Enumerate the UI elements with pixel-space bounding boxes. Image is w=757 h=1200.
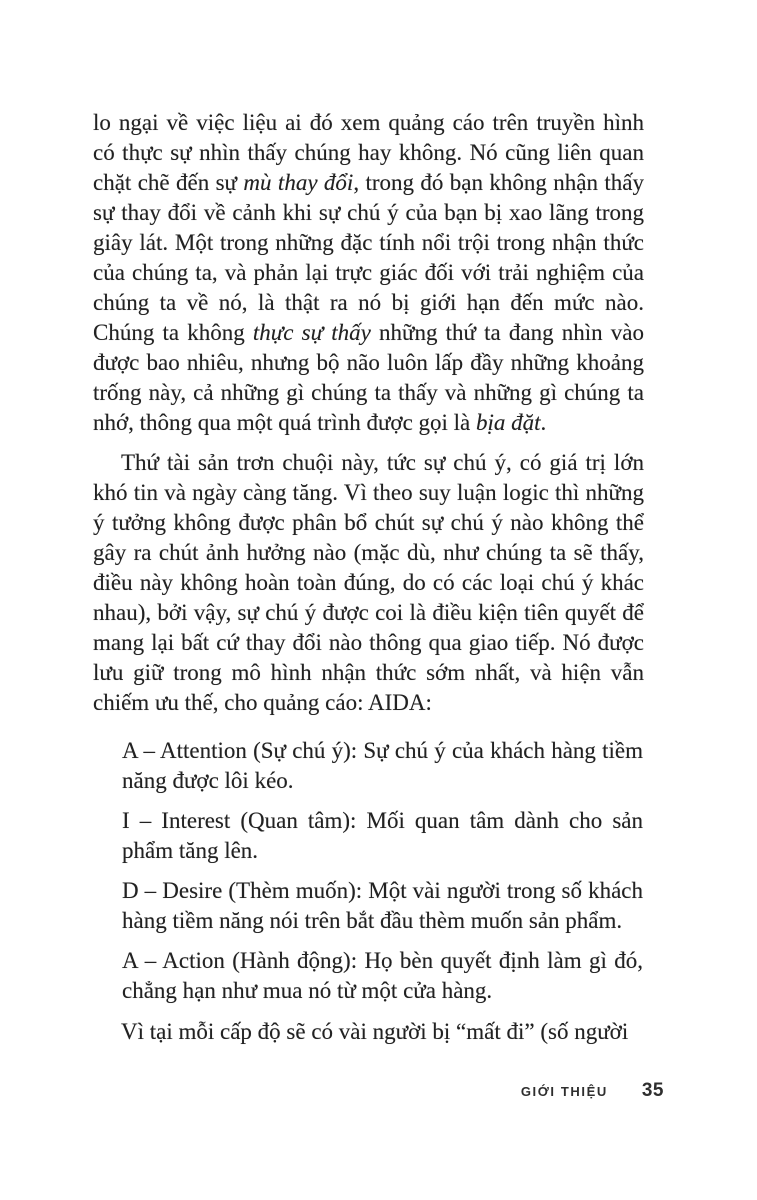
paragraph-3: Vì tại mỗi cấp độ sẽ có vài người bị “mất đi” (số người xyxy=(121,1019,629,1044)
paragraph-1-italic-confabulation: bịa đặt xyxy=(476,410,541,435)
page-number: 35 xyxy=(641,1080,664,1101)
aida-item-action: A – Action (Hành động): Họ bèn quyết định làm gì đó, chẳng hạn như mua nó từ một cửa hàng. xyxy=(122,948,643,1003)
paragraph-1 xyxy=(93,108,644,438)
page-body xyxy=(93,108,644,1047)
running-header: GIỚI THIỆU xyxy=(520,1084,608,1099)
aida-list xyxy=(122,736,643,1006)
aida-item-desire: D – Desire (Thèm muốn): Một vài người trong số khách hàng tiềm năng nói trên bắt đầu thèm muốn sản phẩm. xyxy=(122,878,643,933)
aida-item-attention: A – Attention (Sự chú ý): Sự chú ý của khách hàng tiềm năng được lôi kéo. xyxy=(122,738,643,793)
aida-item-interest: I – Interest (Quan tâm): Mối quan tâm dành cho sản phẩm tăng lên. xyxy=(122,808,643,863)
paragraph-1-run: lo ngại về việc liệu ai đó xem quảng cáo trên truyền hình có thực sự nhìn thấy chúng hay không. Nó cũng liên quan chặt chẽ đến sự xyxy=(93,110,644,195)
paragraph-1-italic-change-blindness: mù thay đổi xyxy=(243,170,354,195)
page-footer xyxy=(0,1080,664,1102)
paragraph-1-run: , trong đó bạn không nhận thấy sự thay đổi về cảnh khi sự chú ý của bạn bị xao lãng trong giây lát. Một trong những đặc tính nổi trội trong nhận thức của chúng ta, và phản lại trực giác đối với trải nghiệm của chúng ta về nó, là thật ra nó bị giới hạn đến mức nào. Chúng ta không xyxy=(93,170,644,345)
paragraph-1-run: những thứ ta đang nhìn vào được bao nhiêu, nhưng bộ não luôn lấp đầy những khoảng trống này, cả những gì chúng ta thấy và những gì chúng ta nhớ, thông qua một quá trình được gọi là xyxy=(93,320,644,435)
paragraph-1-italic-really-see: thực sự thấy xyxy=(252,320,371,345)
paragraph-1-run: . xyxy=(540,410,547,435)
paragraph-2: Thứ tài sản trơn chuội này, tức sự chú ý, có giá trị lớn khó tin và ngày càng tăng. Vì theo suy luận logic thì những ý tưởng không được phân bổ chút sự chú ý nào không thể gây ra chút ảnh hưởng nào (mặc dù, như chúng ta sẽ thấy, điều này không hoàn toàn đúng, do có các loại chú ý khác nhau), bởi vậy, sự chú ý được coi là điều kiện tiên quyết để mang lại bất cứ thay đổi nào thông qua giao tiếp. Nó được lưu giữ trong mô hình nhận thức sớm nhất, và hiện vẫn chiếm ưu thế, cho quảng cáo: AIDA: xyxy=(93,450,644,715)
